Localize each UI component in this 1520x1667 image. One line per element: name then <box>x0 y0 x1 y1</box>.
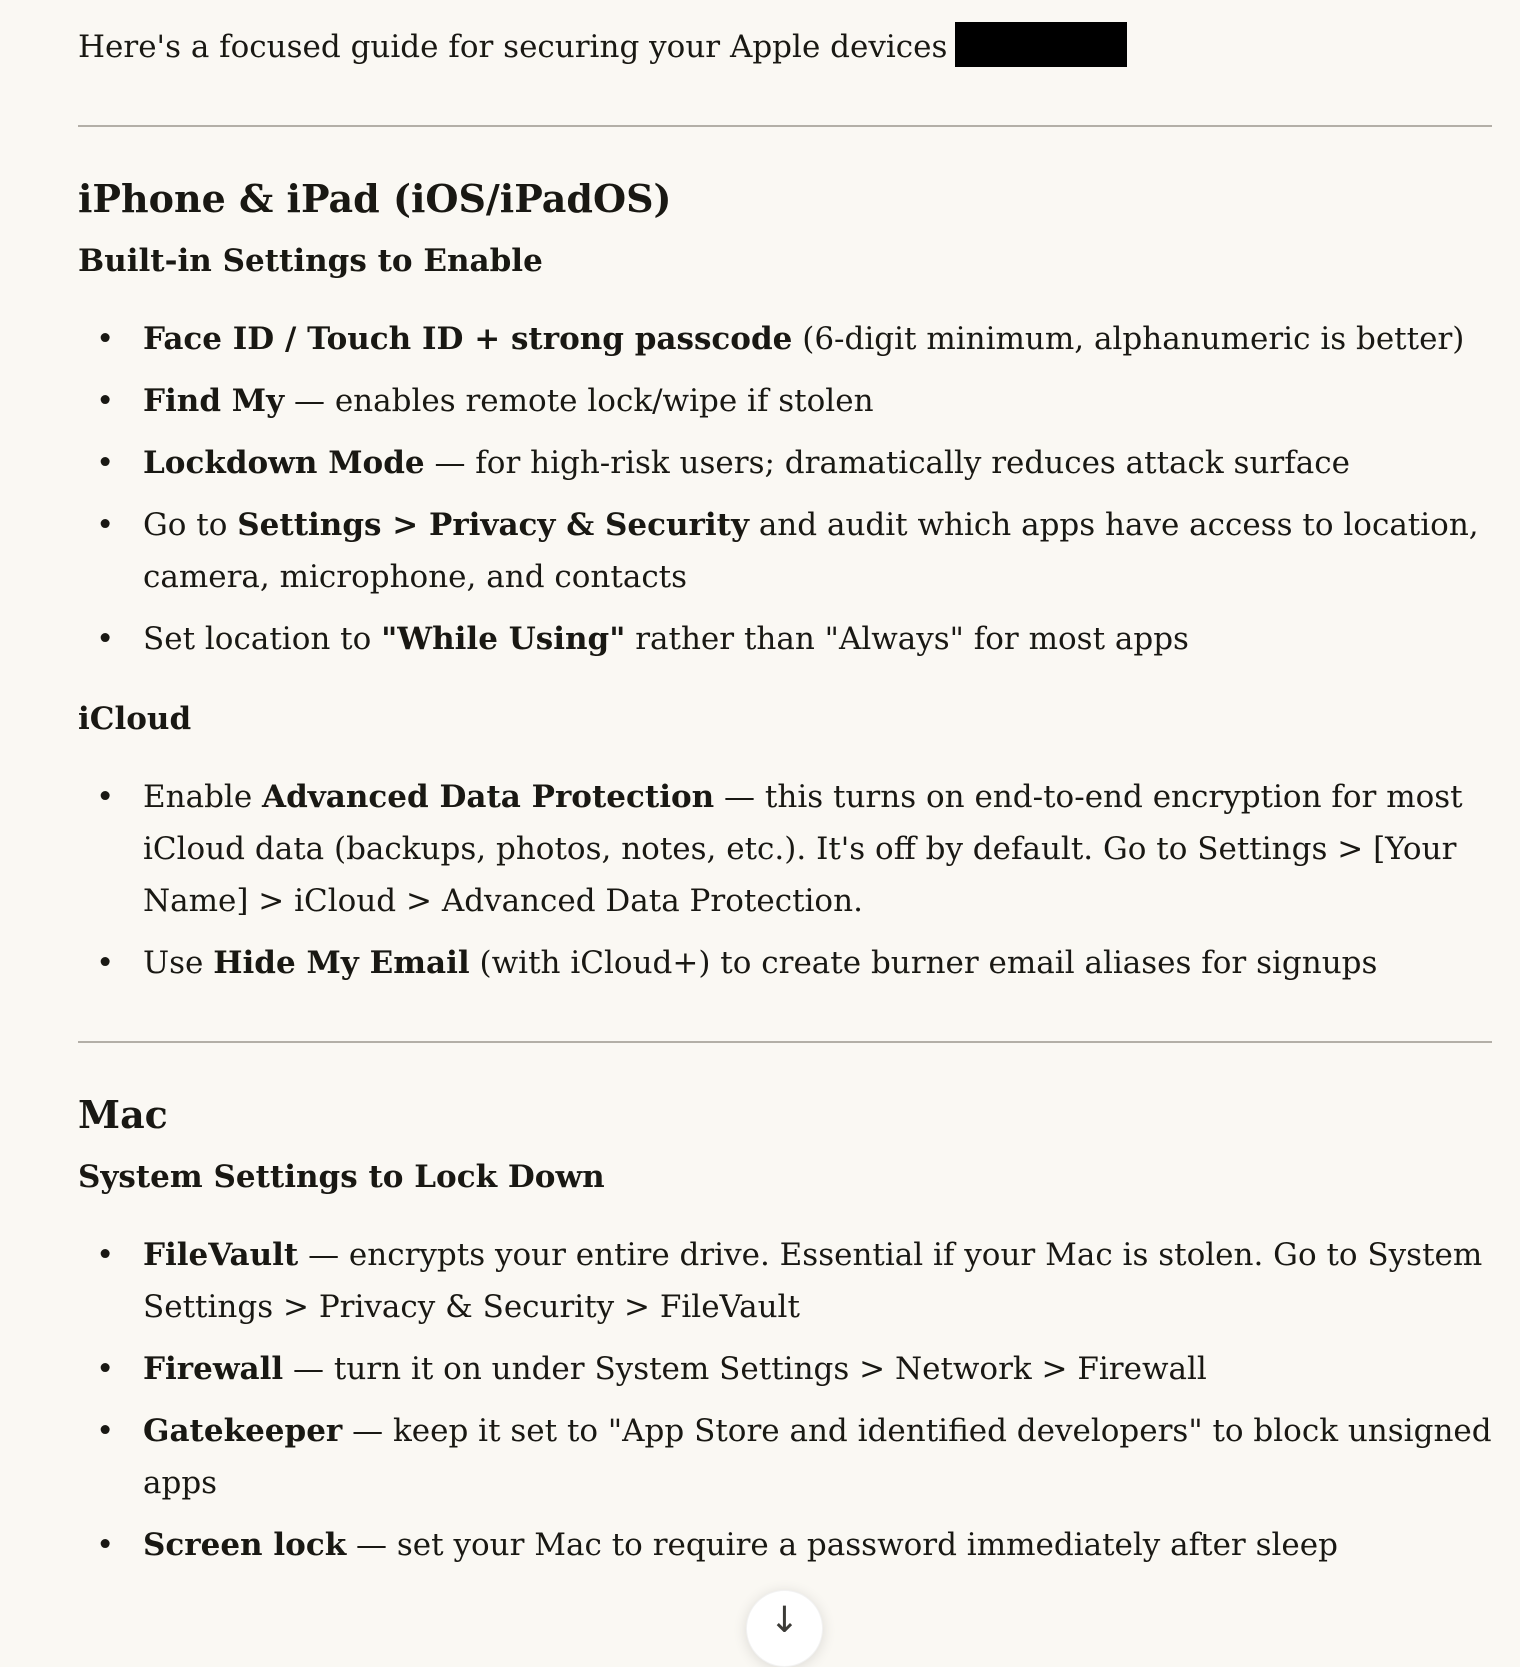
bold-text-run: Advanced Data Protection <box>262 779 715 815</box>
list-item <box>78 437 1492 489</box>
text-run: — set your Mac to require a password immediately after sleep <box>346 1527 1338 1563</box>
section-divider <box>78 1041 1492 1043</box>
text-run: and audit which apps have access to location, camera, microphone, and contacts <box>143 507 1479 595</box>
text-run: — this turns on end-to-end encryption for most iCloud data (backups, photos, notes, etc.). It's off by default. Go to Settings > [Your Name] > iCloud > Advanced Data Protection. <box>143 779 1463 919</box>
subsection-heading: System Settings to Lock Down <box>78 1159 605 1195</box>
list-item <box>78 1405 1492 1509</box>
redaction-box <box>955 22 1127 67</box>
bold-text-run: Screen lock <box>143 1527 347 1563</box>
text-run: — for high-risk users; dramatically reduces attack surface <box>424 445 1350 481</box>
section-divider <box>78 125 1492 127</box>
list-item <box>78 771 1492 927</box>
text-run: Go to <box>143 507 238 543</box>
intro-text: Here's a focused guide for securing your Apple devices <box>78 29 948 65</box>
text-run: (6-digit minimum, alphanumeric is better) <box>792 321 1465 357</box>
bold-text-run: Hide My Email <box>213 945 470 981</box>
section-title: Mac <box>78 1092 168 1137</box>
text-run: rather than "Always" for most apps <box>625 621 1189 657</box>
list-item <box>78 613 1492 665</box>
bullet-list <box>78 313 1492 665</box>
bold-text-run: "While Using" <box>381 621 626 657</box>
text-run: Set location to <box>143 621 382 657</box>
bold-text-run: Settings > Privacy & Security <box>237 507 749 543</box>
list-item <box>78 499 1492 603</box>
bold-text-run: FileVault <box>143 1237 299 1273</box>
list-item <box>78 1229 1492 1333</box>
list-item <box>78 937 1492 989</box>
scroll-to-bottom-button[interactable] <box>746 1590 823 1667</box>
bold-text-run: Lockdown Mode <box>143 445 425 481</box>
bullet-list <box>78 771 1492 989</box>
text-run: — turn it on under System Settings > Network > Firewall <box>283 1351 1207 1387</box>
text-run: Enable <box>143 779 263 815</box>
list-item <box>78 1519 1492 1571</box>
arrow-down-icon: ↓ <box>769 1600 800 1641</box>
text-run: Use <box>143 945 214 981</box>
content-sections <box>78 125 1492 1571</box>
text-run: (with iCloud+) to create burner email aliases for signups <box>469 945 1378 981</box>
bullet-list <box>78 1229 1492 1571</box>
text-run: — enables remote lock/wipe if stolen <box>284 383 874 419</box>
section-title: iPhone & iPad (iOS/iPadOS) <box>78 176 672 221</box>
text-run: — encrypts your entire drive. Essential if your Mac is stolen. Go to System Settings > Privacy & Security > FileVault <box>143 1237 1483 1325</box>
list-item <box>78 375 1492 427</box>
text-run: — keep it set to "App Store and identified developers" to block unsigned apps <box>143 1413 1492 1501</box>
bold-text-run: Find My <box>143 383 285 419</box>
list-item <box>78 313 1492 365</box>
subsection-heading: iCloud <box>78 701 192 737</box>
intro-paragraph <box>78 21 1492 73</box>
bold-text-run: Gatekeeper <box>143 1413 343 1449</box>
list-item <box>78 1343 1492 1395</box>
bold-text-run: Firewall <box>143 1351 284 1387</box>
bold-text-run: Face ID / Touch ID + strong passcode <box>143 321 793 357</box>
chat-response-body <box>78 0 1492 1599</box>
subsection-heading: Built-in Settings to Enable <box>78 243 543 279</box>
